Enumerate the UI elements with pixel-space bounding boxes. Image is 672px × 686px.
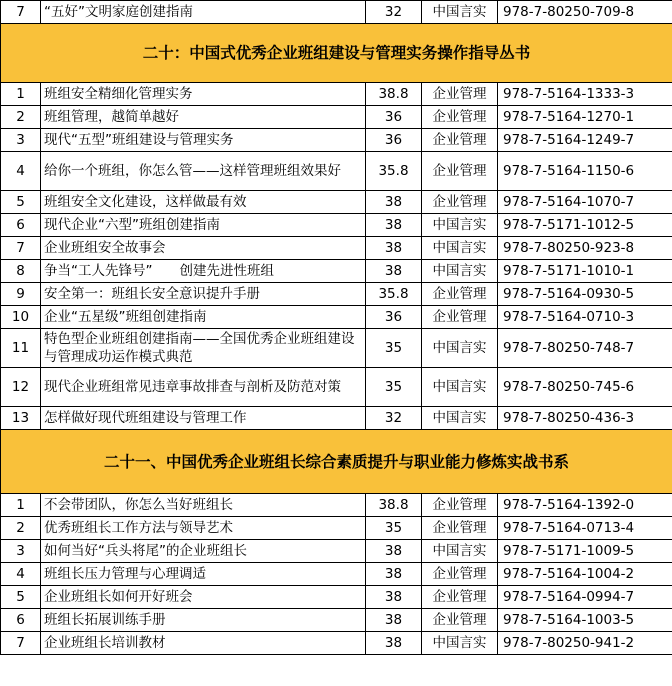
table-row (1, 191, 672, 214)
book-publisher: 企业管理 (422, 494, 498, 517)
book-isbn: 978-7-5164-0710-3 (498, 306, 672, 329)
section-heading: 二十一、中国优秀企业班组长综合素质提升与职业能力修炼实战书系 (1, 430, 672, 494)
book-isbn: 978-7-5164-0930-5 (498, 283, 672, 306)
book-isbn: 978-7-5164-1070-7 (498, 191, 672, 214)
book-title: 不会带团队，你怎么当好班组长 (41, 494, 366, 517)
table-row (1, 563, 672, 586)
book-number: 3 (1, 129, 41, 152)
book-list-body (1, 1, 672, 655)
book-title: 如何当好“兵头将尾”的企业班组长 (41, 540, 366, 563)
book-price: 35 (366, 517, 422, 540)
book-title: “五好”文明家庭创建指南 (41, 1, 366, 24)
book-isbn: 978-7-5164-1392-0 (498, 494, 672, 517)
book-publisher: 企业管理 (422, 609, 498, 632)
book-publisher: 企业管理 (422, 106, 498, 129)
book-number: 7 (1, 237, 41, 260)
book-title: 企业班组长如何开好班会 (41, 586, 366, 609)
book-isbn: 978-7-5164-1150-6 (498, 152, 672, 191)
book-isbn: 978-7-80250-709-8 (498, 1, 672, 24)
book-isbn: 978-7-5164-1270-1 (498, 106, 672, 129)
book-publisher: 企业管理 (422, 283, 498, 306)
table-row (1, 586, 672, 609)
table-row (1, 214, 672, 237)
book-number: 2 (1, 106, 41, 129)
table-row (1, 540, 672, 563)
book-price: 38.8 (366, 494, 422, 517)
book-title: 给你一个班组，你怎么管——这样管理班组效果好 (41, 152, 366, 191)
book-title: 企业“五星级”班组创建指南 (41, 306, 366, 329)
book-price: 35.8 (366, 283, 422, 306)
book-publisher: 企业管理 (422, 586, 498, 609)
book-title: 班组安全文化建设，这样做最有效 (41, 191, 366, 214)
book-price: 35 (366, 368, 422, 407)
table-row (1, 407, 672, 430)
table-row (1, 106, 672, 129)
book-isbn: 978-7-5171-1009-5 (498, 540, 672, 563)
book-isbn: 978-7-80250-923-8 (498, 237, 672, 260)
table-row (1, 129, 672, 152)
book-number: 7 (1, 632, 41, 655)
table-row (1, 283, 672, 306)
book-title: 现代企业“六型”班组创建指南 (41, 214, 366, 237)
book-title: 争当“工人先锋号” 创建先进性班组 (41, 260, 366, 283)
book-title: 班组安全精细化管理实务 (41, 83, 366, 106)
book-number: 5 (1, 586, 41, 609)
book-publisher: 企业管理 (422, 152, 498, 191)
book-price: 38 (366, 260, 422, 283)
book-publisher: 中国言实 (422, 329, 498, 368)
book-publisher: 中国言实 (422, 214, 498, 237)
book-price: 32 (366, 407, 422, 430)
table-row (1, 1, 672, 24)
book-title: 安全第一：班组长安全意识提升手册 (41, 283, 366, 306)
book-isbn: 978-7-80250-941-2 (498, 632, 672, 655)
book-number: 1 (1, 494, 41, 517)
book-publisher: 中国言实 (422, 237, 498, 260)
book-isbn: 978-7-5164-0713-4 (498, 517, 672, 540)
book-number: 6 (1, 609, 41, 632)
book-number: 1 (1, 83, 41, 106)
book-publisher: 企业管理 (422, 129, 498, 152)
book-number: 12 (1, 368, 41, 407)
table-row (1, 306, 672, 329)
table-row (1, 632, 672, 655)
book-price: 38 (366, 214, 422, 237)
book-title: 班组长压力管理与心理调适 (41, 563, 366, 586)
book-isbn: 978-7-80250-436-3 (498, 407, 672, 430)
book-price: 38 (366, 609, 422, 632)
book-number: 11 (1, 329, 41, 368)
book-number: 2 (1, 517, 41, 540)
book-number: 9 (1, 283, 41, 306)
book-isbn: 978-7-5171-1012-5 (498, 214, 672, 237)
book-price: 38.8 (366, 83, 422, 106)
book-isbn: 978-7-5164-1004-2 (498, 563, 672, 586)
book-number: 3 (1, 540, 41, 563)
book-publisher: 中国言实 (422, 540, 498, 563)
table-row (1, 329, 672, 368)
book-publisher: 中国言实 (422, 368, 498, 407)
book-price: 38 (366, 632, 422, 655)
book-price: 36 (366, 306, 422, 329)
book-price: 36 (366, 129, 422, 152)
book-isbn: 978-7-5164-1003-5 (498, 609, 672, 632)
table-row (1, 152, 672, 191)
book-price: 36 (366, 106, 422, 129)
book-number: 7 (1, 1, 41, 24)
book-publisher: 企业管理 (422, 306, 498, 329)
book-publisher: 中国言实 (422, 1, 498, 24)
book-price: 38 (366, 237, 422, 260)
table-row (1, 260, 672, 283)
book-price: 32 (366, 1, 422, 24)
table-row (1, 609, 672, 632)
book-isbn: 978-7-80250-745-6 (498, 368, 672, 407)
book-isbn: 978-7-80250-748-7 (498, 329, 672, 368)
book-number: 10 (1, 306, 41, 329)
book-isbn: 978-7-5164-0994-7 (498, 586, 672, 609)
table-row (1, 368, 672, 407)
book-number: 5 (1, 191, 41, 214)
book-title: 现代企业班组常见违章事故排查与剖析及防范对策 (41, 368, 366, 407)
book-price: 38 (366, 563, 422, 586)
book-number: 8 (1, 260, 41, 283)
book-isbn: 978-7-5164-1249-7 (498, 129, 672, 152)
table-row (1, 517, 672, 540)
section-heading: 二十：中国式优秀企业班组建设与管理实务操作指导丛书 (1, 24, 672, 83)
book-title: 优秀班组长工作方法与领导艺术 (41, 517, 366, 540)
table-row (1, 494, 672, 517)
book-isbn: 978-7-5164-1333-3 (498, 83, 672, 106)
book-publisher: 企业管理 (422, 83, 498, 106)
book-publisher: 中国言实 (422, 260, 498, 283)
book-title: 现代“五型”班组建设与管理实务 (41, 129, 366, 152)
book-number: 4 (1, 563, 41, 586)
book-publisher: 企业管理 (422, 517, 498, 540)
table-row (1, 83, 672, 106)
book-title: 特色型企业班组创建指南——全国优秀企业班组建设与管理成功运作模式典范 (41, 329, 366, 368)
section-heading-row (1, 430, 672, 494)
book-publisher: 企业管理 (422, 191, 498, 214)
book-number: 4 (1, 152, 41, 191)
book-price: 38 (366, 586, 422, 609)
table-row (1, 237, 672, 260)
book-title: 企业班组安全故事会 (41, 237, 366, 260)
book-title: 班组长拓展训练手册 (41, 609, 366, 632)
book-publisher: 中国言实 (422, 407, 498, 430)
book-price: 38 (366, 540, 422, 563)
book-price: 38 (366, 191, 422, 214)
book-title: 企业班组长培训教材 (41, 632, 366, 655)
section-heading-row (1, 24, 672, 83)
book-price: 35 (366, 329, 422, 368)
book-number: 13 (1, 407, 41, 430)
book-publisher: 企业管理 (422, 563, 498, 586)
book-number: 6 (1, 214, 41, 237)
book-publisher: 中国言实 (422, 632, 498, 655)
book-isbn: 978-7-5171-1010-1 (498, 260, 672, 283)
book-title: 怎样做好现代班组建设与管理工作 (41, 407, 366, 430)
book-title: 班组管理，越简单越好 (41, 106, 366, 129)
book-price: 35.8 (366, 152, 422, 191)
